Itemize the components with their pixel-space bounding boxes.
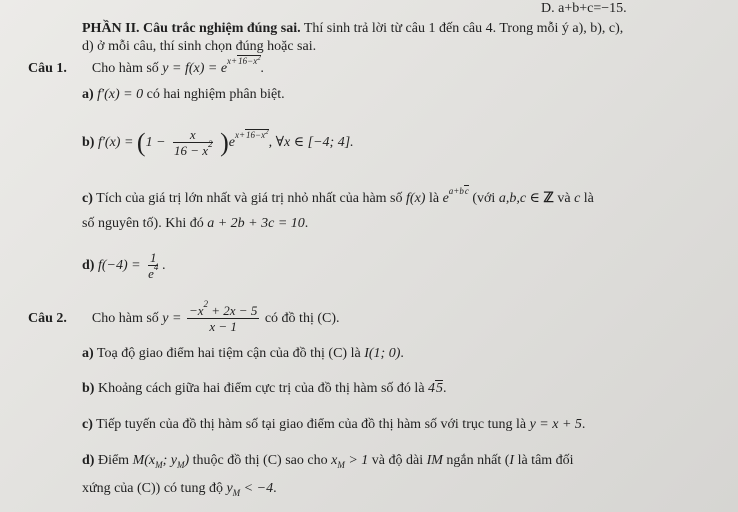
q1-function: $y = f(x) = e^{x+16-x^2}$. [162, 54, 265, 76]
q1-label: Câu 1. [28, 61, 67, 76]
q1-item-d: d) f(−4) = $\frac{1}{e^4}$ . [82, 250, 166, 281]
q2-stem: Câu 2. Cho hàm số y = $\frac{-x^2 + 2x - 5}{x - 1}$ có đồ thị (C). [28, 298, 340, 334]
q2-function: y = $\frac{-x^2 + 2x - 5}{x - 1}$ [162, 298, 258, 334]
q2-label: Câu 2. [28, 311, 67, 326]
q2-item-c: c) Tiếp tuyến của đồ thị hàm số tại giao điểm của đồ thị hàm số với trục tung là y = x + 5. [82, 417, 586, 432]
q1-item-c-line2: số nguyên tố). Khi đó a + 2b + 3c = 10. [82, 216, 309, 231]
q2-item-d-line1: d) Điểm $M(x_M$; $y_M$) thuộc đồ thị (C) sao cho $x_M > 1$ và độ dài IM ngắn nhất (I là tâm đối [82, 453, 574, 470]
part-title: PHẦN II. Câu trắc nghiệm đúng sai. [82, 21, 301, 36]
q2-item-d-line2: xứng của (C)) có tung độ $y_M < -4$. [82, 481, 277, 498]
part-instruction-2: d) ở mỗi câu, thí sinh chọn đúng hoặc sai. [82, 39, 317, 54]
q1-stem: Câu 1. Cho hàm số $y = f(x) = e^{x+16-x^2}$. [28, 54, 265, 76]
part-heading [82, 20, 623, 38]
part-instruction-1: Thí sinh trả lời từ câu 1 đến câu 4. Trong mỗi ý a), b), c), [303, 21, 624, 36]
q1-item-a: a) f′(x) = 0 có hai nghiệm phân biệt. [82, 87, 285, 102]
previous-answer-fragment: D. a+b+c=−15. [541, 1, 627, 16]
q2-item-a: a) Toạ độ giao điểm hai tiệm cận của đồ thị (C) là I(1; 0). [82, 346, 404, 361]
q1-item-c-line1: c) Tích của giá trị lớn nhất và giá trị nhỏ nhất của hàm số f(x) là $e^{a+bc}$ (với a,b,c ∈ ℤ và c là [82, 186, 594, 206]
q2-item-b: b) Khoảng cách giữa hai điểm cực trị của đồ thị hàm số đó là 45. [82, 381, 447, 396]
q1-item-b: b) f′(x) = (1 − $\frac{x}{16 - x^2}$ )$e^{x+16-x^2}$, ∀x ∈ [−4; 4]. [82, 126, 354, 158]
